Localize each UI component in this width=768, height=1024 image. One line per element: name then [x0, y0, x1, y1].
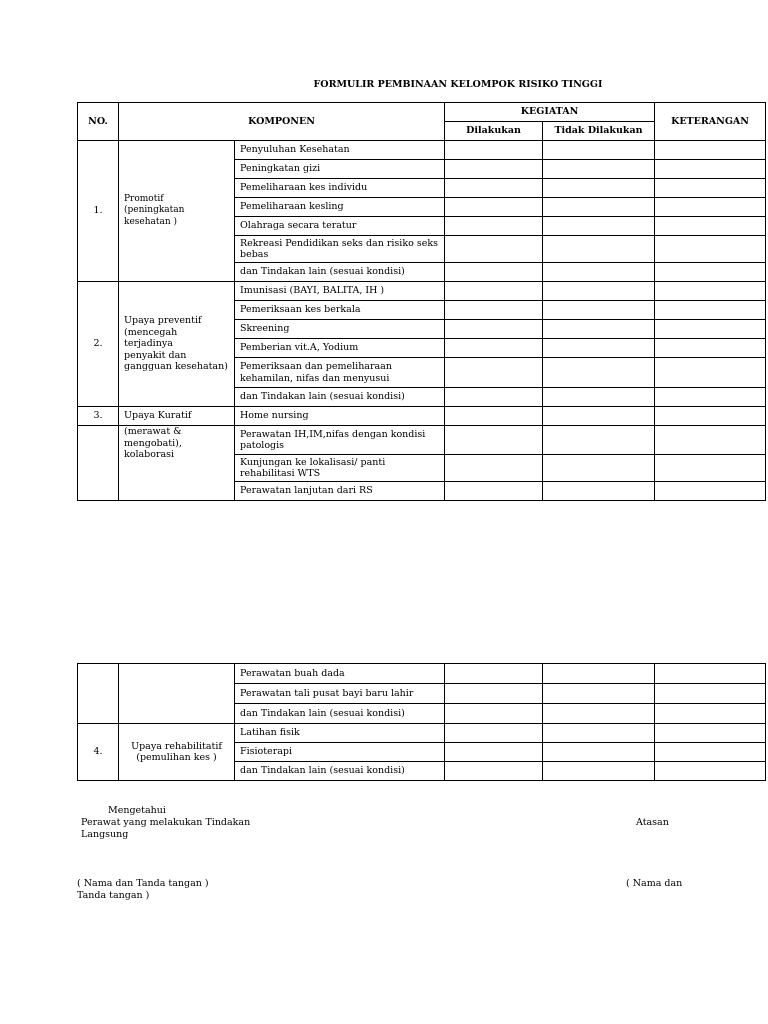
nama-tanda-tangan-left: ( Nama dan Tanda tangan )	[77, 878, 209, 889]
tidak-dilakukan-cell[interactable]	[543, 455, 655, 482]
component-item: dan Tindakan lain (sesuai kondisi)	[235, 388, 445, 407]
component-item: dan Tindakan lain (sesuai kondisi)	[235, 263, 445, 282]
dilakukan-cell[interactable]	[445, 282, 543, 301]
tidak-dilakukan-cell[interactable]	[543, 198, 655, 217]
dilakukan-cell[interactable]	[445, 301, 543, 320]
keterangan-cell[interactable]	[655, 263, 766, 282]
dilakukan-cell[interactable]	[445, 762, 543, 781]
dilakukan-cell[interactable]	[445, 664, 543, 684]
component-item: Pemeriksaan kes berkala	[235, 301, 445, 320]
component-item: Imunisasi (BAYI, BALITA, IH )	[235, 282, 445, 301]
empty-no-cell	[78, 664, 119, 724]
dilakukan-cell[interactable]	[445, 198, 543, 217]
keterangan-cell[interactable]	[655, 762, 766, 781]
component-item: Perawatan buah dada	[235, 664, 445, 684]
keterangan-cell[interactable]	[655, 407, 766, 426]
component-item: dan Tindakan lain (sesuai kondisi)	[235, 762, 445, 781]
component-item: Penyuluhan Kesehatan	[235, 141, 445, 160]
section-no: 1.	[78, 141, 119, 282]
section-label-continued: (merawat & mengobati), kolaborasi	[119, 426, 235, 501]
component-item: Skreening	[235, 320, 445, 339]
section-label: Upaya preventif (mencegah terjadinya penyakit dan gangguan kesehatan)	[119, 282, 235, 407]
keterangan-cell[interactable]	[655, 743, 766, 762]
dilakukan-cell[interactable]	[445, 724, 543, 743]
section-no: 4.	[78, 724, 119, 781]
keterangan-cell[interactable]	[655, 704, 766, 724]
keterangan-cell[interactable]	[655, 724, 766, 743]
tidak-dilakukan-cell[interactable]	[543, 684, 655, 704]
dilakukan-cell[interactable]	[445, 684, 543, 704]
langsung-label: Langsung	[81, 829, 129, 840]
tidak-dilakukan-cell[interactable]	[543, 724, 655, 743]
section-label: Promotif (peningkatan kesehatan )	[119, 141, 235, 282]
section-no: 2.	[78, 282, 119, 407]
tidak-dilakukan-cell[interactable]	[543, 141, 655, 160]
tidak-dilakukan-cell[interactable]	[543, 704, 655, 724]
component-item: Pemberian vit.A, Yodium	[235, 339, 445, 358]
nama-tanda-tangan-right: ( Nama dan	[626, 878, 683, 889]
keterangan-cell[interactable]	[655, 684, 766, 704]
dilakukan-cell[interactable]	[445, 743, 543, 762]
tidak-dilakukan-cell[interactable]	[543, 179, 655, 198]
header-no: NO.	[78, 103, 119, 141]
keterangan-cell[interactable]	[655, 455, 766, 482]
tidak-dilakukan-cell[interactable]	[543, 320, 655, 339]
keterangan-cell[interactable]	[655, 664, 766, 684]
keterangan-cell[interactable]	[655, 282, 766, 301]
component-item: Rekreasi Pendidikan seks dan risiko seks bebas	[235, 236, 445, 263]
component-item: Pemeriksaan dan pemeliharaan kehamilan, nifas dan menyusui	[235, 358, 445, 388]
header-keterangan: KETERANGAN	[655, 103, 766, 141]
dilakukan-cell[interactable]	[445, 407, 543, 426]
tidak-dilakukan-cell[interactable]	[543, 743, 655, 762]
component-item: dan Tindakan lain (sesuai kondisi)	[235, 704, 445, 724]
tidak-dilakukan-cell[interactable]	[543, 263, 655, 282]
keterangan-cell[interactable]	[655, 301, 766, 320]
component-item: Peningkatan gizi	[235, 160, 445, 179]
component-item: Perawatan tali pusat bayi baru lahir	[235, 684, 445, 704]
dilakukan-cell[interactable]	[445, 320, 543, 339]
keterangan-cell[interactable]	[655, 141, 766, 160]
tidak-dilakukan-cell[interactable]	[543, 217, 655, 236]
dilakukan-cell[interactable]	[445, 179, 543, 198]
keterangan-cell[interactable]	[655, 160, 766, 179]
dilakukan-cell[interactable]	[445, 704, 543, 724]
empty-no-cell	[78, 426, 119, 501]
component-item: Fisioterapi	[235, 743, 445, 762]
component-item: Pemeliharaan kes individu	[235, 179, 445, 198]
atasan-label: Atasan	[636, 817, 669, 828]
keterangan-cell[interactable]	[655, 198, 766, 217]
keterangan-cell[interactable]	[655, 482, 766, 501]
keterangan-cell[interactable]	[655, 388, 766, 407]
mengetahui-label: Mengetahui	[108, 805, 166, 816]
component-item: Pemeliharaan kesling	[235, 198, 445, 217]
component-item: Home nursing	[235, 407, 445, 426]
component-item: Olahraga secara teratur	[235, 217, 445, 236]
tidak-dilakukan-cell[interactable]	[543, 301, 655, 320]
section-label: Upaya Kuratif	[119, 407, 235, 426]
keterangan-cell[interactable]	[655, 426, 766, 455]
tidak-dilakukan-cell[interactable]	[543, 762, 655, 781]
component-item: Perawatan IH,IM,nifas dengan kondisi patologis	[235, 426, 445, 455]
dilakukan-cell[interactable]	[445, 388, 543, 407]
section-label: Upaya rehabilitatif (pemulihan kes )	[119, 724, 235, 781]
keterangan-cell[interactable]	[655, 217, 766, 236]
tidak-dilakukan-cell[interactable]	[543, 236, 655, 263]
tidak-dilakukan-cell[interactable]	[543, 160, 655, 179]
header-komponen: KOMPONEN	[119, 103, 445, 141]
continued-form-table	[77, 663, 766, 781]
header-dilakukan: Dilakukan	[445, 122, 543, 141]
dilakukan-cell[interactable]	[445, 236, 543, 263]
tidak-dilakukan-cell[interactable]	[543, 282, 655, 301]
dilakukan-cell[interactable]	[445, 358, 543, 388]
tidak-dilakukan-cell[interactable]	[543, 482, 655, 501]
main-form-table	[77, 102, 766, 501]
dilakukan-cell[interactable]	[445, 263, 543, 282]
tanda-tangan-line2: Tanda tangan )	[77, 890, 150, 901]
tidak-dilakukan-cell[interactable]	[543, 664, 655, 684]
component-item: Latihan fisik	[235, 724, 445, 743]
keterangan-cell[interactable]	[655, 358, 766, 388]
keterangan-cell[interactable]	[655, 236, 766, 263]
dilakukan-cell[interactable]	[445, 482, 543, 501]
component-item: Kunjungan ke lokalisasi/ panti rehabilitasi WTS	[235, 455, 445, 482]
tidak-dilakukan-cell[interactable]	[543, 388, 655, 407]
keterangan-cell[interactable]	[655, 320, 766, 339]
dilakukan-cell[interactable]	[445, 160, 543, 179]
form-title: FORMULIR PEMBINAAN KELOMPOK RISIKO TINGGI	[313, 79, 603, 90]
section-no: 3.	[78, 407, 119, 426]
dilakukan-cell[interactable]	[445, 217, 543, 236]
dilakukan-cell[interactable]	[445, 141, 543, 160]
dilakukan-cell[interactable]	[445, 339, 543, 358]
tidak-dilakukan-cell[interactable]	[543, 426, 655, 455]
tidak-dilakukan-cell[interactable]	[543, 407, 655, 426]
keterangan-cell[interactable]	[655, 339, 766, 358]
perawat-label: Perawat yang melakukan Tindakan	[81, 817, 251, 828]
keterangan-cell[interactable]	[655, 179, 766, 198]
header-tidak-dilakukan: Tidak Dilakukan	[543, 122, 655, 141]
tidak-dilakukan-cell[interactable]	[543, 358, 655, 388]
dilakukan-cell[interactable]	[445, 455, 543, 482]
empty-label-cell	[119, 664, 235, 724]
header-kegiatan: KEGIATAN	[445, 103, 655, 122]
component-item: Perawatan lanjutan dari RS	[235, 482, 445, 501]
dilakukan-cell[interactable]	[445, 426, 543, 455]
tidak-dilakukan-cell[interactable]	[543, 339, 655, 358]
